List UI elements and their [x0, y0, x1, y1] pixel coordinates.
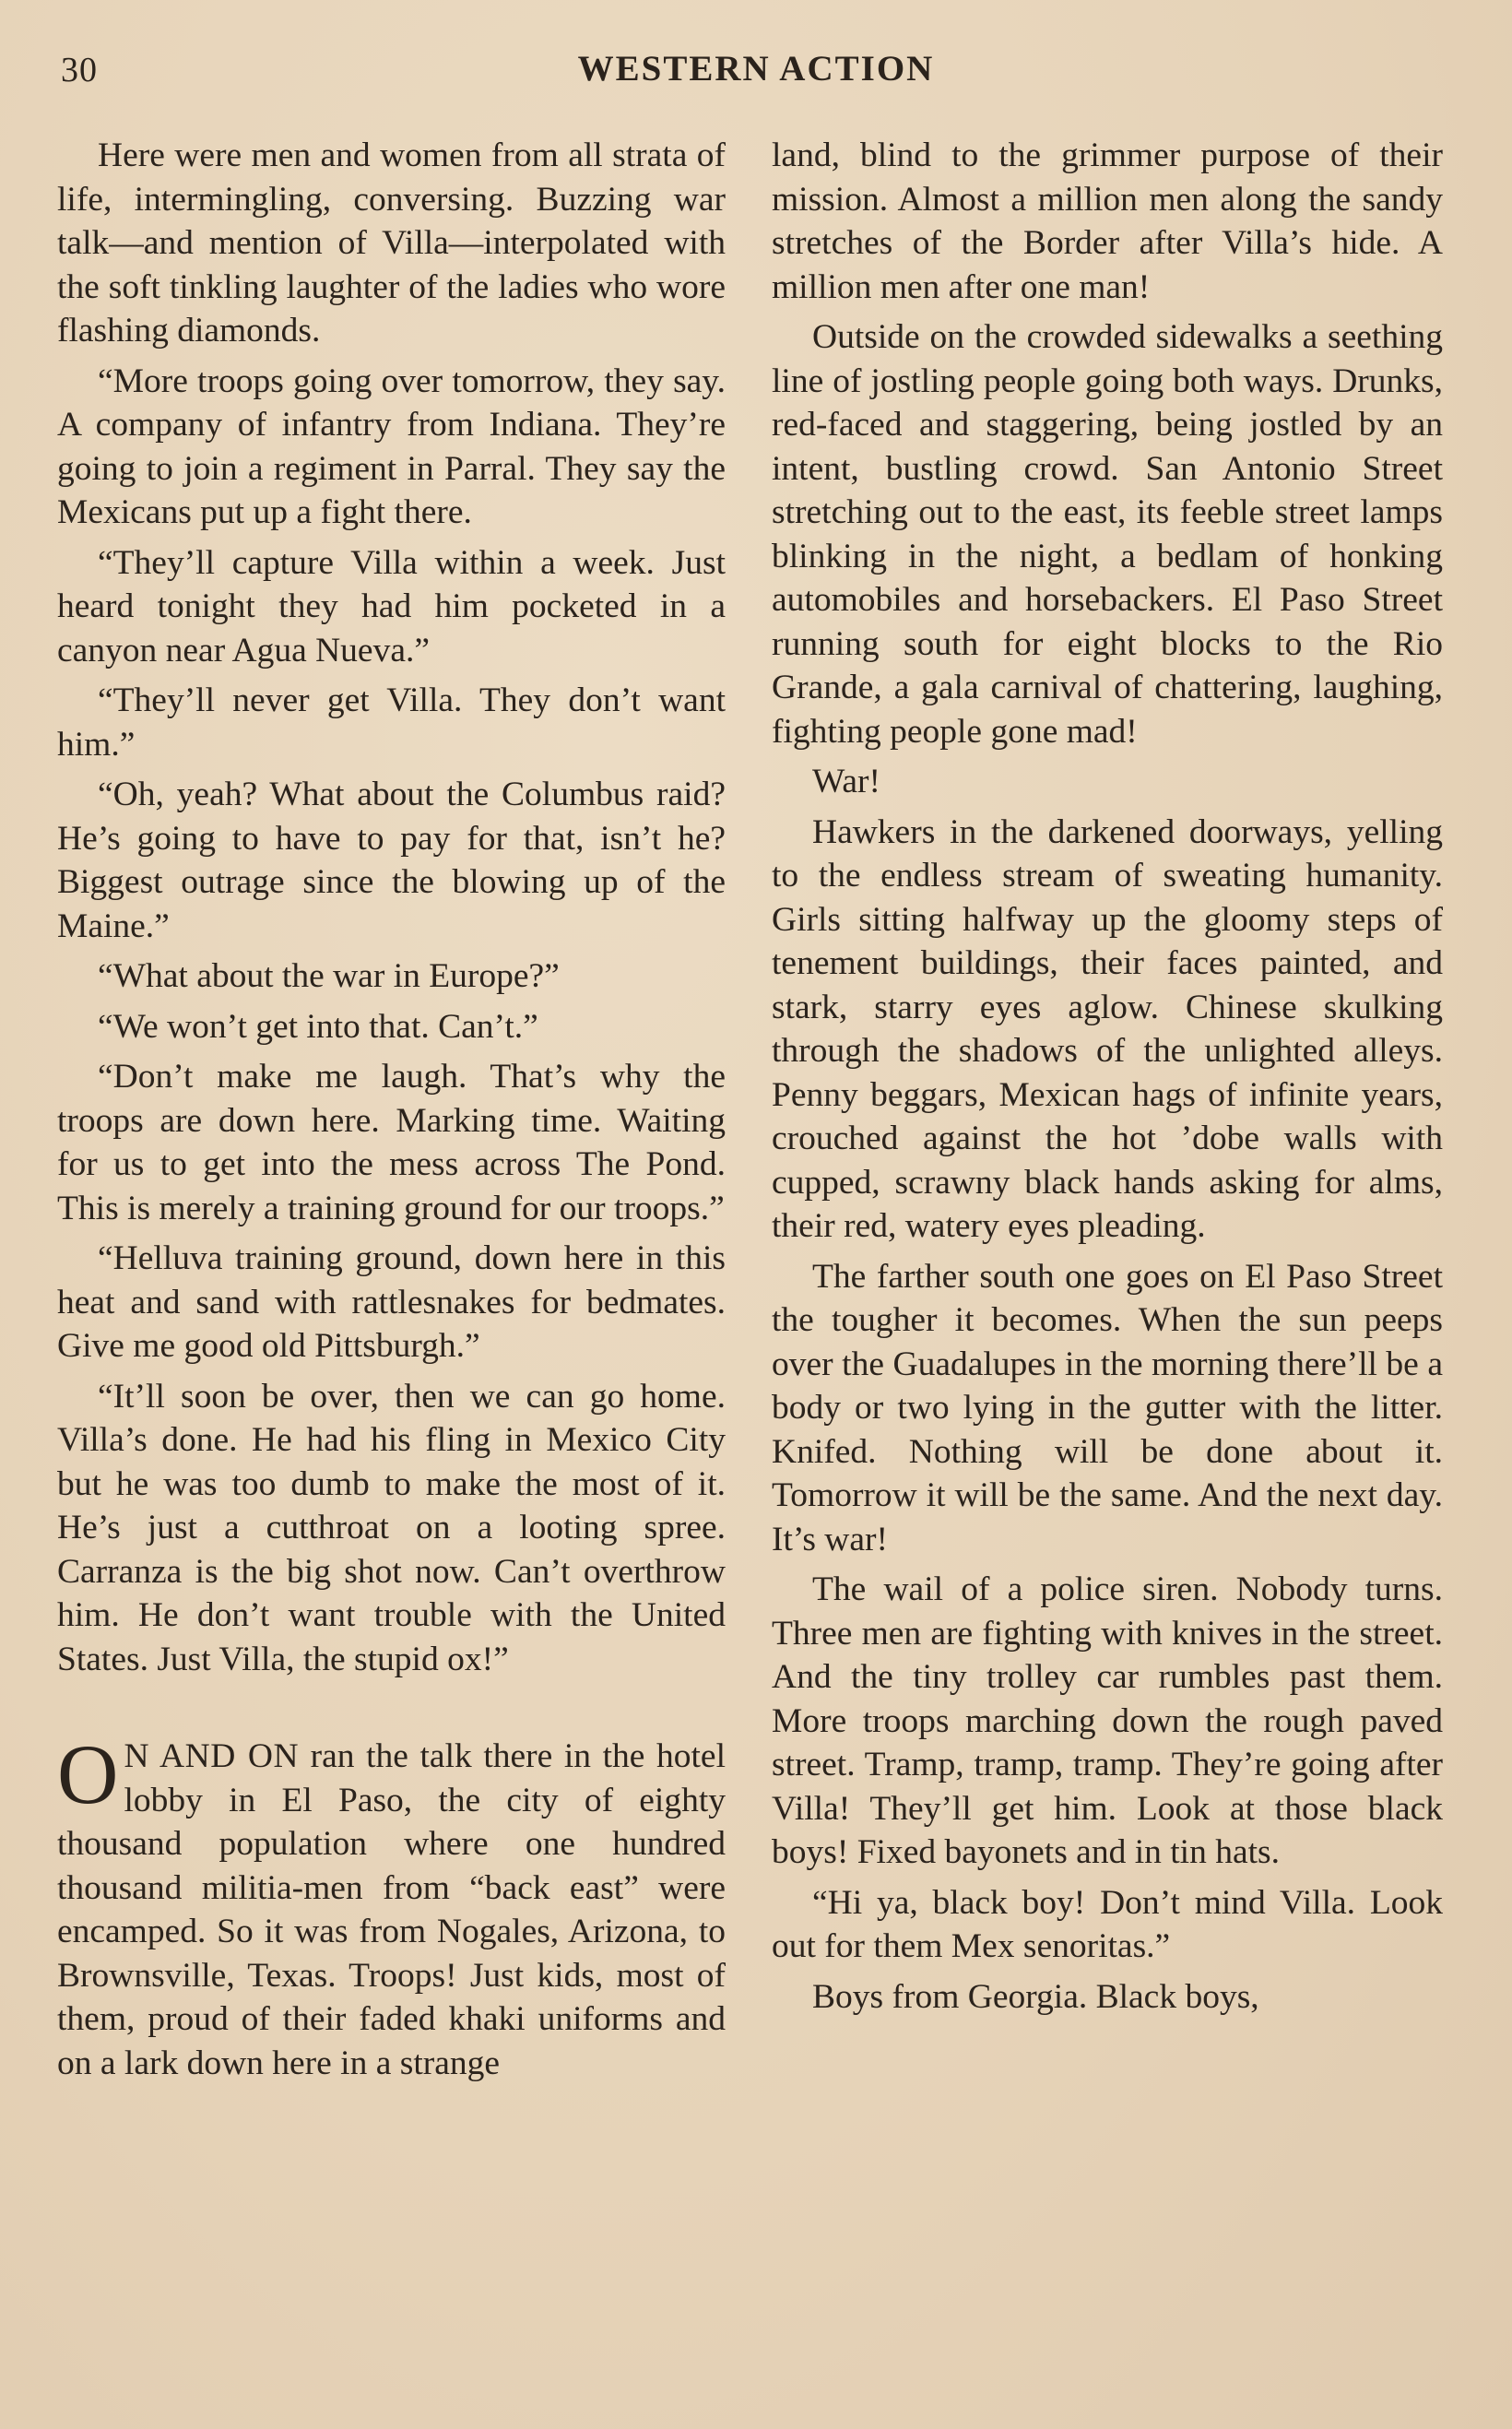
paragraph: Outside on the crowded sidewalks a seething line of jostling people going both ways. Drunks, red-faced and staggering, being jostled by an intent, bustling crowd. San Antonio Street stretching out to the east, its feeble street lamps blinking in the night, a bedlam of honking automobiles and horsebackers. El Paso Street running south for eight blocks to the Rio Grande, a gala carnival of chattering, laughing, fighting people gone mad!: [772, 318, 1443, 751]
paragraph: “Oh, yeah? What about the Columbus raid? He’s going to have to pay for that, isn’t he? Biggest outrage since the blowing up of the Maine.”: [57, 776, 726, 945]
paragraph: Here were men and women from all strata of life, intermingling, conversing. Buzzing war talk—and mention of Villa—interpolated with the soft tinkling laughter of the ladies who wore flashing diamonds.: [57, 136, 726, 350]
paragraph: “More troops going over tomorrow, they say. A company of infantry from Indiana. They’re going to join a regiment in Parral. They say the Mexicans put up a fight there.: [57, 361, 726, 531]
paragraph: “Hi ya, black boy! Don’t mind Villa. Look out for them Mex senoritas.”: [772, 1883, 1443, 1965]
paragraph: “Helluva training ground, down here in this heat and sand with rattlesnakes for bedmates. Give me good old Pittsburgh.”: [57, 1239, 726, 1365]
continued-paragraph: land, blind to the grimmer purpose of their mission. Almost a million men along the sandy stretches of the Border after Villa’s hide. A million men after one man!: [772, 136, 1443, 306]
section-opening-paragraph: [57, 1727, 726, 2085]
right-column: [772, 134, 1443, 2025]
paragraph: The farther south one goes on El Paso Street the tougher it becomes. When the sun peeps over the Guadalupes in the morning there’ll be a body or two lying in the gutter with the litter. Knifed. Nothing will be done about it. Tomorrow it will be the same. And the next day. It’s war!: [772, 1257, 1443, 1558]
drop-cap: O: [57, 1727, 119, 1821]
page-number: 30: [61, 51, 98, 89]
paragraph: War!: [812, 763, 881, 800]
paragraph: “We won’t get into that. Can’t.”: [98, 1007, 538, 1046]
paragraph: “They’ll capture Villa within a week. Just heard tonight they had him pocketed in a canyon near Agua Nueva.”: [57, 543, 726, 669]
section-text: ran the talk there in the hotel lobby in El Paso, the city of eighty thousand population where one hundred thousand militia-men from “back east” were encamped. So it was from Nogales, Arizona, to Brownsville, Texas. Troops! Just kids, most of them, proud of their faded khaki uniforms and on a lark down here in a strange: [57, 1737, 726, 2082]
section-lead-words: N AND ON: [124, 1737, 300, 1775]
paragraph: The wail of a police siren. Nobody turns. Three men are fighting with knives in the street. And the tiny trolley car rumbles past them. More troops marching down the rough paved street. Tramp, tramp, tramp. They’re going after Villa! They’ll get him. Look at those black boys! Fixed bayonets and in tin hats.: [772, 1570, 1443, 1871]
left-column: [57, 134, 726, 2091]
paragraph: “They’ll never get Villa. They don’t want him.”: [57, 681, 726, 764]
paragraph: “What about the war in Europe?”: [98, 957, 560, 995]
paragraph: Hawkers in the darkened doorways, yelling to the endless stream of sweating humanity. Girls sitting halfway up the gloomy steps of tenement buildings, their faces painted, and stark, starry eyes aglow. Chinese skulking through the shadows of the unlighted alleys. Penny beggars, Mexican hags of infinite years, crouched against the hot ’dobe walls with cupped, scrawny black hands asking for alms, their red, watery eyes pleading.: [772, 812, 1443, 1245]
paragraph: “Don’t make me laugh. That’s why the troops are down here. Marking time. Waiting for us to get into the mess across The Pond. This is merely a training ground for our troops.”: [57, 1058, 726, 1227]
paragraph: Boys from Georgia. Black boys,: [812, 1977, 1259, 2016]
running-head-title: WESTERN ACTION: [577, 49, 935, 89]
paragraph: “It’ll soon be over, then we can go home. Villa’s done. He had his fling in Mexico City but he was too dumb to make the most of it. He’s just a cutthroat on a looting spree. Carranza is the big shot now. Can’t overthrow him. He don’t want trouble with the United States. Just Villa, the stupid ox!”: [57, 1377, 726, 1678]
